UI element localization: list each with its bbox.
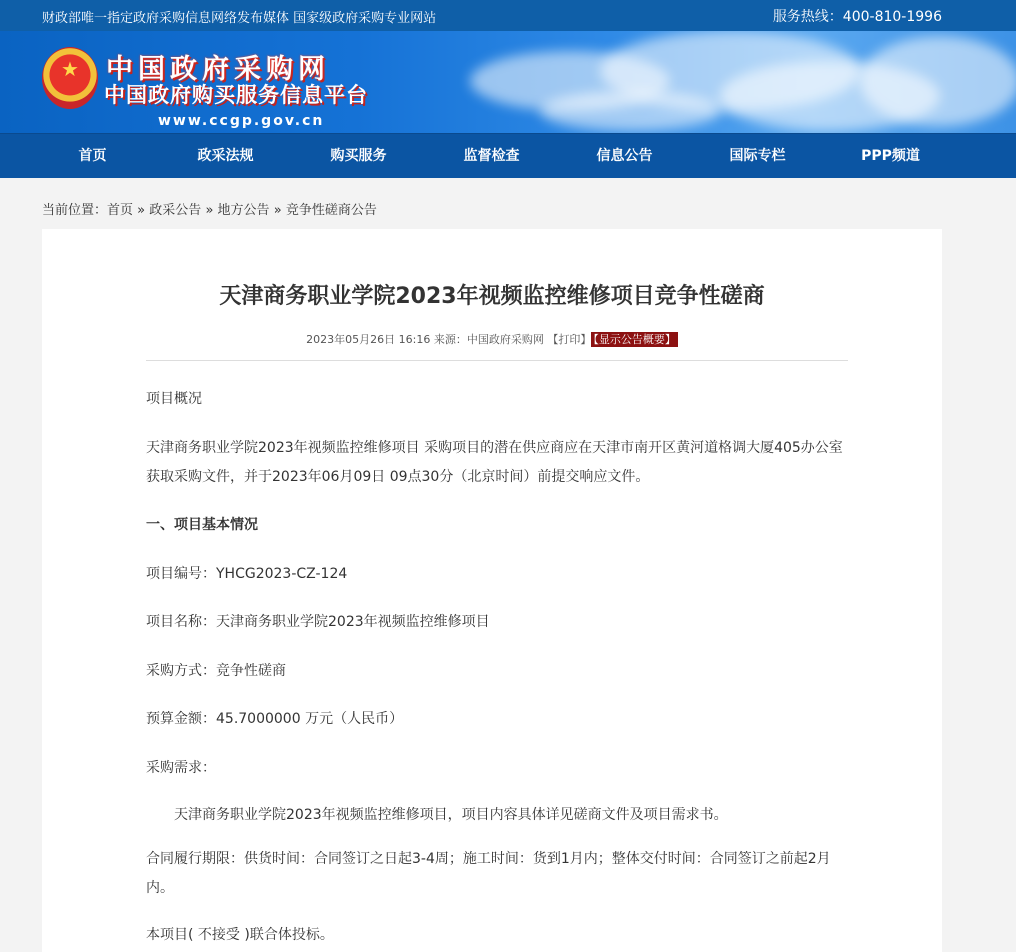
site-banner <box>0 31 1016 133</box>
paragraph-consortium: 本项目( 不接受 )联合体投标。 <box>146 927 334 943</box>
paragraph-intro: 天津商务职业学院2023年视频监控维修项目 采购项目的潜在供应商应在天津市南开区黄河道格调大厦405办公室获取采购文件，并于2023年06月09日 09点30分（北京时间）前提交响应文件。 <box>146 440 843 485</box>
top-info-bar <box>0 0 1016 31</box>
nav-announcements[interactable]: 信息公告 <box>596 148 653 164</box>
paragraph-requirements-label: 采购需求： <box>146 760 216 776</box>
breadcrumb-sep: » <box>137 203 146 218</box>
show-summary-button[interactable]: 【显示公告概要】 <box>593 333 676 346</box>
main-nav <box>0 133 1016 178</box>
site-logo-subtitle: 中国政府购买服务信息平台 <box>104 83 368 107</box>
service-hotline: 服务热线：400-810-1996 <box>772 9 942 25</box>
nav-regulations[interactable]: 政采法规 <box>197 148 254 164</box>
paragraph-requirements: 天津商务职业学院2023年视频监控维修项目，项目内容具体详见磋商文件及项目需求书。 <box>174 807 728 823</box>
article-meta <box>42 331 942 347</box>
nav-purchase-service[interactable]: 购买服务 <box>330 148 387 164</box>
breadcrumb-sep: » <box>205 203 214 218</box>
nav-ppp[interactable]: PPP频道 <box>861 148 920 164</box>
site-logo-url: www.ccgp.gov.cn <box>158 113 325 129</box>
section-heading: 一、项目基本情况 <box>146 517 258 533</box>
site-logo-title[interactable]: 中国政府采购网 <box>106 54 330 85</box>
site-slogan: 财政部唯一指定政府采购信息网络发布媒体 国家级政府采购专业网站 <box>42 11 437 26</box>
paragraph-contract-period: 合同履行期限：供货时间：合同签订之日起3-4周；施工时间：货到1月内；整体交付时间：合同签订之前起2月内。 <box>146 851 831 896</box>
nav-supervision[interactable]: 监督检查 <box>463 148 520 164</box>
breadcrumb-consultation-notice[interactable]: 竞争性磋商公告 <box>285 203 377 218</box>
paragraph-project-name: 项目名称：天津商务职业学院2023年视频监控维修项目 <box>146 614 490 630</box>
print-link[interactable]: 【打印】 <box>547 333 592 346</box>
paragraph-budget: 预算金额：45.7000000 万元（人民币） <box>146 711 404 727</box>
article-panel <box>42 229 942 952</box>
nav-home[interactable]: 首页 <box>78 148 107 164</box>
paragraph-overview: 项目概况 <box>146 391 202 407</box>
breadcrumb-prefix: 当前位置： <box>42 203 108 218</box>
breadcrumb-local-notice[interactable]: 地方公告 <box>217 203 270 218</box>
breadcrumb <box>0 178 1016 230</box>
nav-international[interactable]: 国际专栏 <box>729 148 786 164</box>
paragraph-project-code: 项目编号：YHCG2023-CZ-124 <box>146 566 348 582</box>
paragraph-procurement-method: 采购方式：竞争性磋商 <box>146 663 286 679</box>
title-divider <box>146 360 848 361</box>
breadcrumb-home[interactable]: 首页 <box>107 203 134 218</box>
article-title: 天津商务职业学院2023年视频监控维修项目竞争性磋商 <box>219 284 765 309</box>
breadcrumb-gov-notice[interactable]: 政采公告 <box>149 203 202 218</box>
breadcrumb-sep: » <box>273 203 282 218</box>
national-emblem-icon[interactable]: ★ <box>42 47 98 109</box>
article-date-source: 2023年05月26日 16:16 来源：中国政府采购网 <box>306 333 548 346</box>
